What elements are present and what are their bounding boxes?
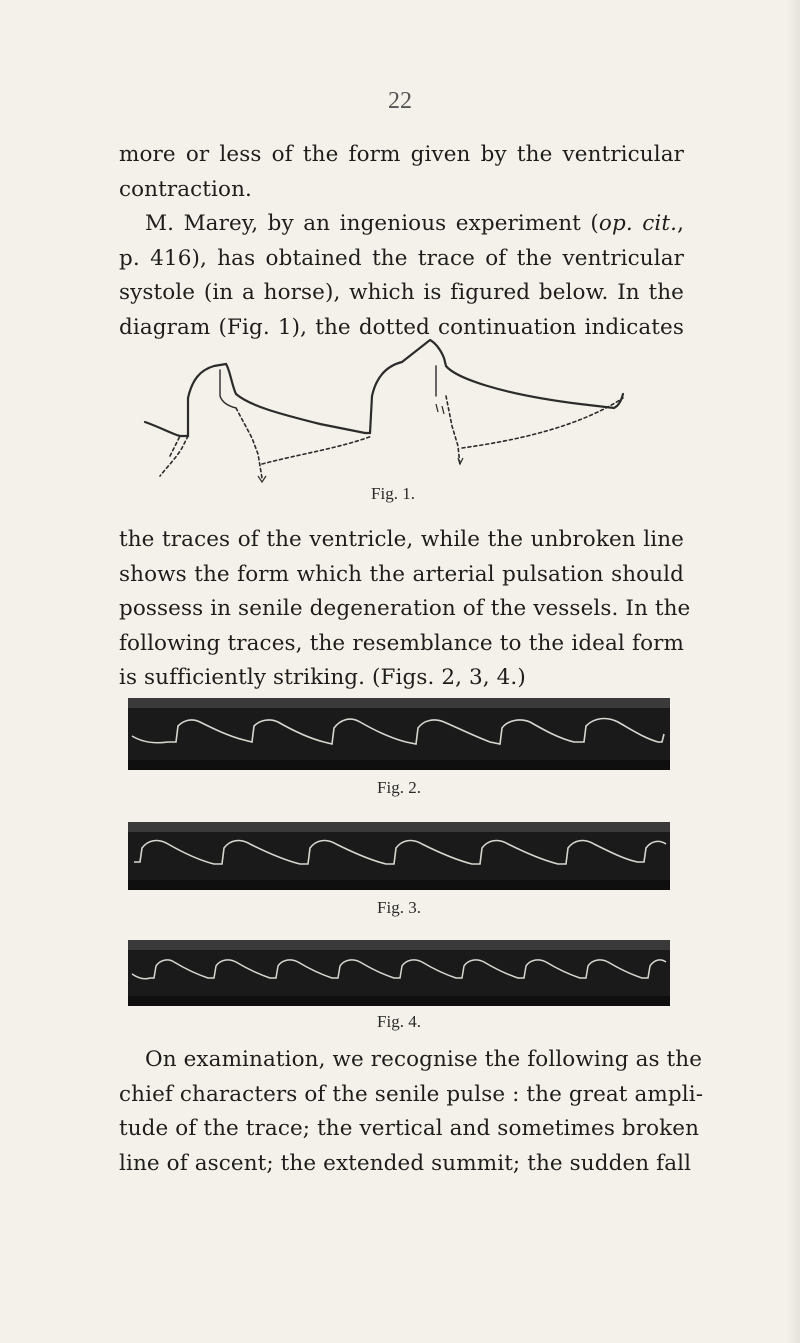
page-number: 22 <box>388 88 412 114</box>
figure-1 <box>140 336 670 506</box>
text-line: line of ascent; the extended summit; the sudden fall <box>119 1150 692 1176</box>
unbroken-line <box>145 340 623 436</box>
text-line: chief characters of the senile pulse : the great ampli- <box>119 1081 704 1107</box>
figure-3-caption: Fig. 3. <box>377 898 421 917</box>
page-edge-shadow <box>786 0 800 1343</box>
figure-1-pulse-diagram <box>140 336 670 486</box>
text-line: possess in senile degeneration of the vessels. In the <box>119 596 691 622</box>
text-line: tude of the trace; the vertical and sometimes broken <box>119 1116 700 1142</box>
figure-4-trace-strip <box>128 940 670 1006</box>
paragraph-2 <box>119 523 691 696</box>
figure-1-caption: Fig. 1. <box>371 484 415 503</box>
figure-2-pulse-trace <box>132 719 664 744</box>
text-line: the traces of the ventricle, while the unbroken line <box>119 527 684 552</box>
text-line: more or less of the form given by the ventricular <box>119 142 684 167</box>
paragraph-3 <box>119 1043 704 1181</box>
figure-3-pulse-trace <box>134 841 666 864</box>
figure-2 <box>128 698 670 808</box>
text-line: following traces, the resemblance to the ideal form <box>119 630 684 656</box>
figure-3 <box>128 822 670 922</box>
text-line: On examination, we recognise the following as the <box>145 1047 703 1072</box>
figure-2-caption: Fig. 2. <box>377 778 421 797</box>
text-line: diagram (Fig. 1), the dotted continuation indicates <box>119 314 684 340</box>
paragraph-1 <box>119 138 684 346</box>
text-line: p. 416), has obtained the trace of the ventricular <box>119 245 684 271</box>
figure-4 <box>128 940 670 1030</box>
text-line: shows the form which the arterial pulsation should <box>119 561 684 587</box>
text-line: contraction. <box>119 176 252 202</box>
text-line: is sufficiently striking. (Figs. 2, 3, 4.) <box>119 665 526 691</box>
dotted-line <box>160 436 188 476</box>
figure-4-caption: Fig. 4. <box>377 1012 421 1031</box>
figure-4-pulse-trace <box>132 960 666 979</box>
figure-2-trace-strip <box>128 698 670 770</box>
text-line-with-italics: M. Marey, by an ingenious experiment (op. cit., <box>145 211 684 237</box>
text-line: systole (in a horse), which is figured below. In the <box>119 280 684 306</box>
figure-3-trace-strip <box>128 822 670 890</box>
